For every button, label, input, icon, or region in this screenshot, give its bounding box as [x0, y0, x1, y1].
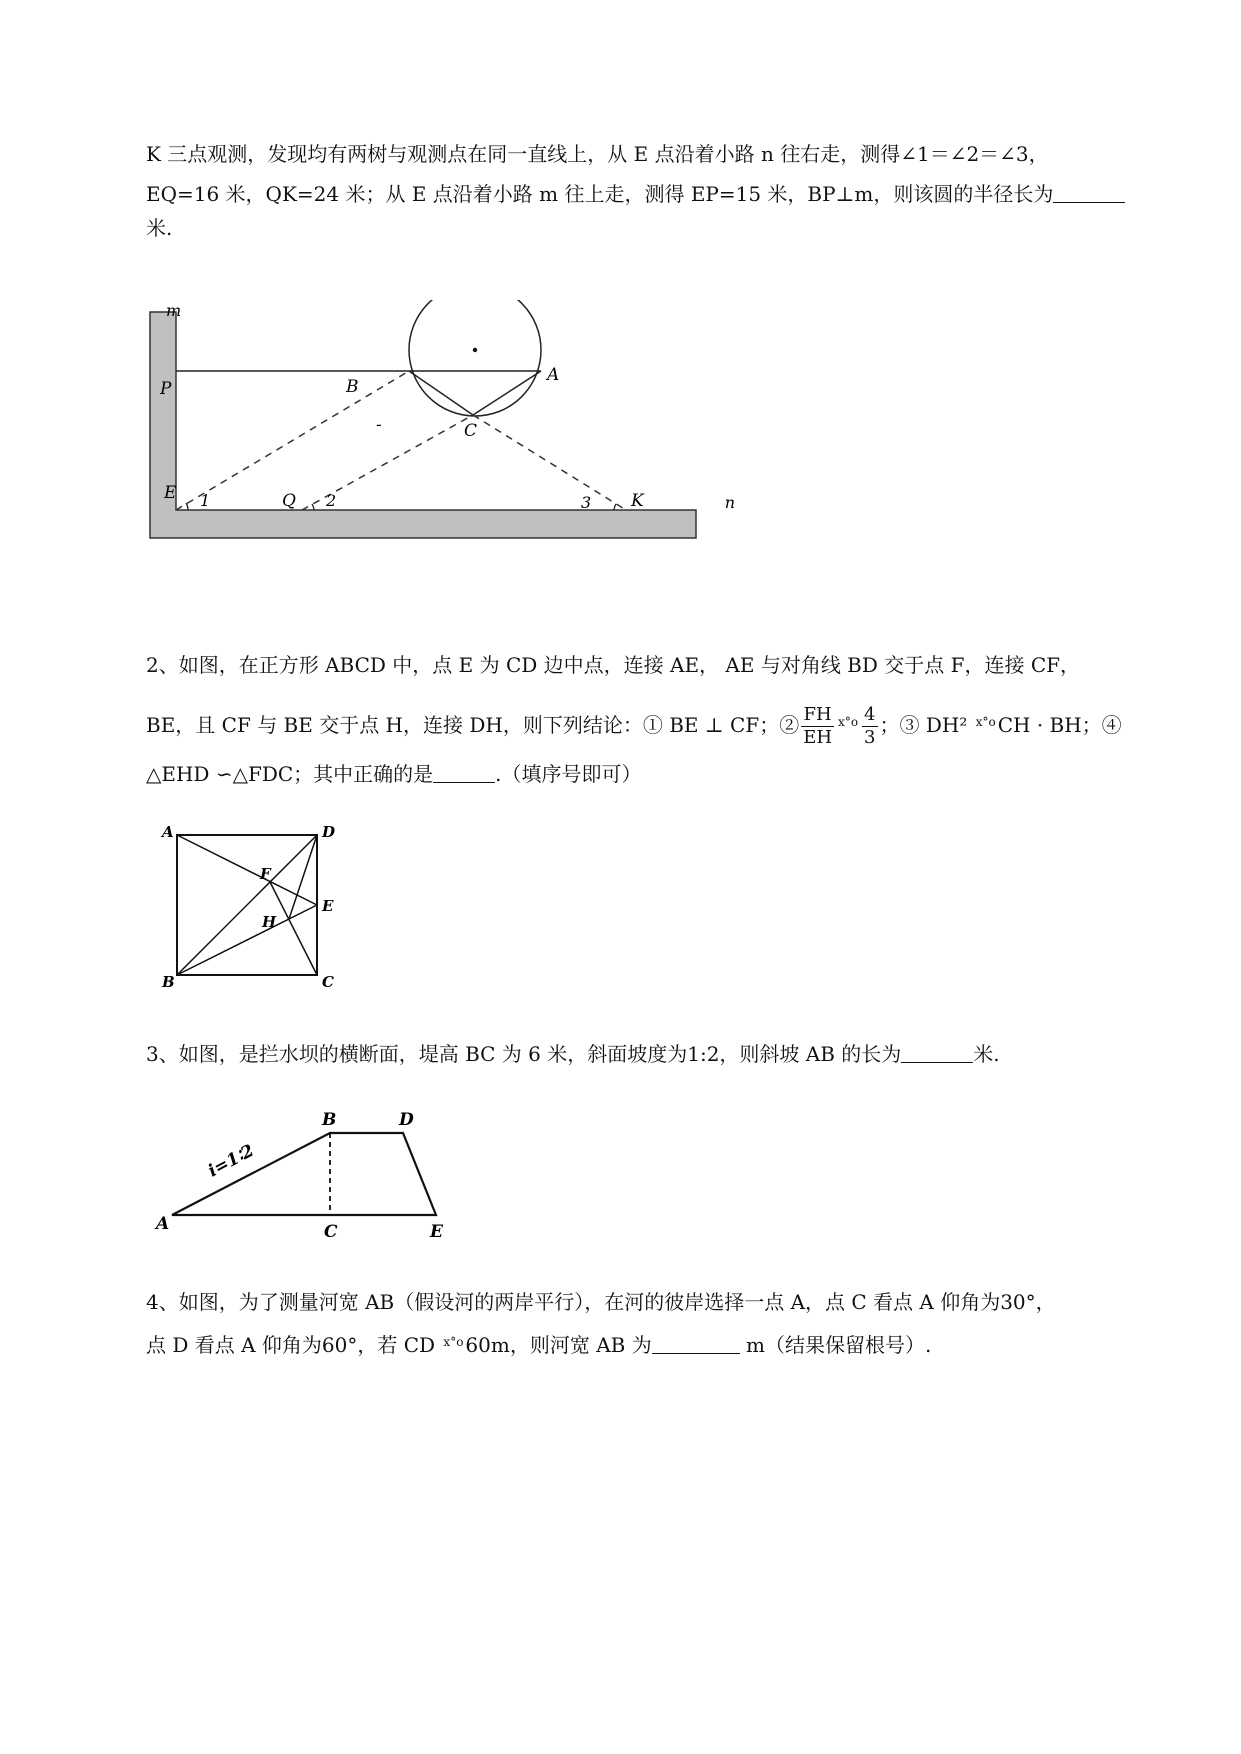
q3-figure — [150, 1105, 460, 1245]
q4-text-line2 — [146, 1328, 1146, 1359]
circle — [409, 300, 541, 416]
q1-answer-blank[interactable] — [1053, 182, 1125, 203]
label-b: B — [322, 1110, 337, 1130]
garbled-symbol-3: x°o — [443, 1335, 464, 1349]
label-d: D — [399, 1110, 414, 1130]
q1-line2-text: EQ=16 米，QK=24 米；从 E 点沿着小路 m 往上走，测得 EP=15 米，BP⊥m，则该圆的半径长为 — [146, 182, 1054, 206]
label-k: K — [631, 491, 644, 511]
label-p: P — [160, 379, 172, 399]
q3-line1-text: 3、如图，是拦水坝的横断面，堤高 BC 为 6 米，斜面坡度为1:2，则斜坡 AB 的长为 — [146, 1042, 902, 1066]
label-e: E — [164, 483, 177, 503]
q1-text-line2 — [146, 180, 1146, 208]
segment-ae — [177, 835, 317, 905]
label-c: C — [322, 973, 334, 991]
q1-text-line3: 米. — [146, 216, 173, 240]
label-a: A — [162, 823, 174, 841]
garbled-symbol-2: x°o — [975, 715, 996, 729]
angle-3-arc — [614, 504, 616, 510]
q4-line2-part-a: 点 D 看点 A 仰角为60°，若 CD — [146, 1333, 442, 1357]
label-a: A — [156, 1214, 170, 1234]
q3-text-line1 — [146, 1040, 1146, 1068]
chord-bc — [409, 371, 473, 415]
q2-text-line2 — [146, 700, 1146, 749]
q4-text-line1: 4、如图，为了测量河宽 AB（假设河的两岸平行），在河的彼岸选择一点 A，点 C 看点 A 仰角为30°， — [146, 1290, 1056, 1314]
fraction-eh: EH — [803, 727, 833, 748]
q2-line3-tail: .（填序号即可） — [495, 762, 642, 786]
label-h: H — [262, 913, 277, 931]
fraction-4-3 — [862, 704, 877, 749]
label-angle-3: 3 — [581, 493, 592, 512]
garbled-symbol: x°o — [838, 715, 859, 729]
label-b: B — [346, 377, 359, 397]
label-c: C — [464, 421, 478, 441]
q1-figure — [140, 300, 740, 550]
segment-cf — [270, 882, 317, 975]
q2-line3-text: △EHD ∽△FDC；其中正确的是 — [146, 762, 434, 786]
q2-text-line1: 2、如图，在正方形 ABCD 中，点 E 为 CD 边中点，连接 AE， AE 与对角线 BD 交于点 F，连接 CF， — [146, 653, 1081, 677]
q2-text-line3 — [146, 760, 1146, 788]
q1-text-line1: K 三点观测，发现均有两树与观测点在同一直线上，从 E 点沿着小路 n 往右走，测得∠1＝∠2＝∠3， — [146, 142, 1049, 166]
label-angle-2: 2 — [326, 491, 337, 510]
q3-line1-tail: 米. — [973, 1042, 1000, 1066]
label-c: C — [324, 1222, 338, 1242]
q2-line2-part-b: ；③ DH² — [879, 713, 974, 737]
road-wall — [150, 312, 696, 538]
fraction-fh: FH — [801, 704, 834, 727]
q4-line2-tail: m（结果保留根号）. — [739, 1333, 932, 1357]
q2-figure — [150, 815, 350, 995]
q2-line2-part-a: BE，且 CF 与 BE 交于点 H，连接 DH，则下列结论：① BE ⊥ CF；② — [146, 713, 800, 737]
diagonal-bd — [177, 835, 317, 975]
fraction-3: 3 — [864, 727, 876, 748]
fraction-fh-eh — [801, 704, 834, 749]
q4-line2-part-b: 60m，则河宽 AB 为 — [465, 1333, 652, 1357]
label-angle-1: 1 — [200, 491, 211, 510]
sight-line-eb — [176, 371, 409, 510]
label-d: D — [322, 823, 336, 841]
angle-1-arc — [186, 503, 188, 510]
label-n: n — [724, 493, 735, 512]
q2-answer-blank[interactable] — [433, 762, 495, 783]
angle-2-arc — [312, 504, 314, 510]
slope-label: i=1∶2 — [204, 1140, 258, 1182]
q4-answer-blank[interactable] — [652, 1333, 740, 1354]
fraction-4: 4 — [864, 704, 876, 725]
q3-answer-blank[interactable] — [901, 1042, 973, 1063]
label-e: E — [322, 897, 334, 915]
label-q: Q — [282, 491, 296, 511]
label-dash: - — [376, 415, 382, 435]
circle-center — [473, 348, 477, 352]
label-m: m — [166, 301, 182, 320]
label-e: E — [430, 1222, 443, 1242]
sight-line-ck — [473, 415, 626, 510]
segment-be — [177, 905, 317, 975]
label-b: B — [162, 973, 175, 991]
q2-line2-part-c: CH · BH；④ — [997, 713, 1122, 737]
label-f: F — [260, 865, 271, 883]
label-a: A — [547, 365, 560, 385]
